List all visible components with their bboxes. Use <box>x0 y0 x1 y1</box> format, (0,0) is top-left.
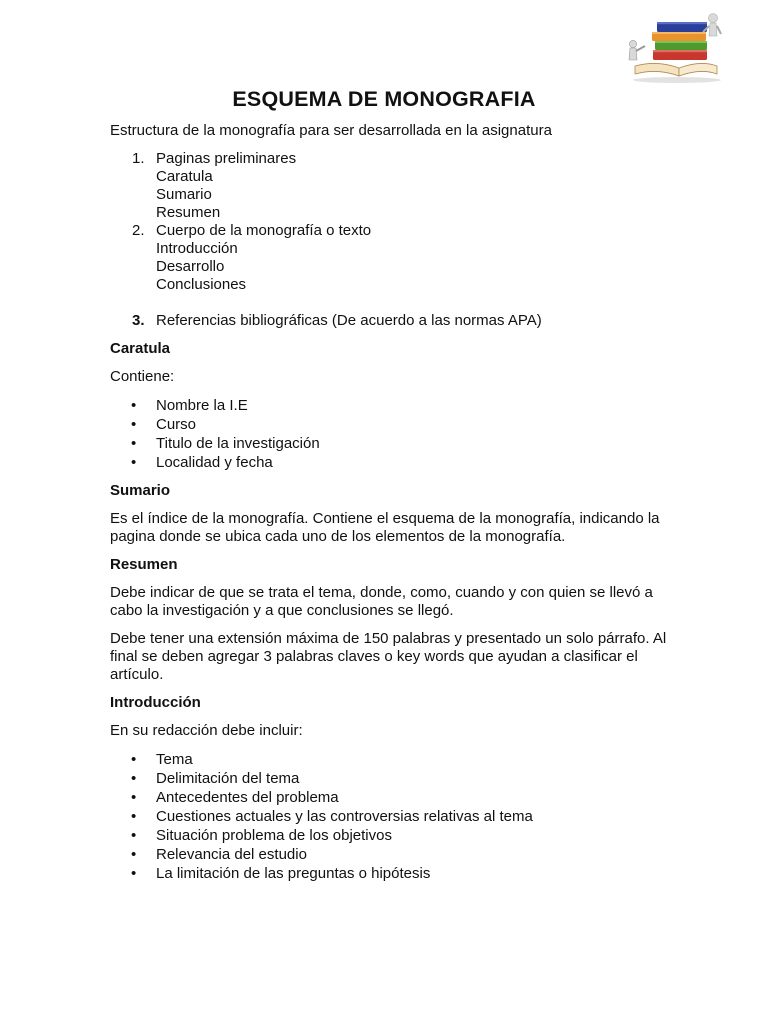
caratula-list <box>110 396 680 472</box>
bullet-icon: • <box>131 397 137 414</box>
bullet-icon: • <box>131 808 137 825</box>
section-heading-sumario: Sumario <box>110 482 171 499</box>
list-item: • Relevancia del estudio <box>131 846 307 863</box>
outline-number: 2. <box>132 222 145 239</box>
bullet-icon: • <box>131 846 137 863</box>
section-heading-caratula: Caratula <box>110 340 171 357</box>
list-item: • Situación problema de los objetivos <box>131 827 392 844</box>
outline-subitem: Introducción <box>156 240 238 257</box>
outline-label: Cuerpo de la monografía o texto <box>156 222 372 239</box>
outline-item <box>110 222 680 294</box>
outline-item <box>110 312 680 330</box>
outline-subitem: Caratula <box>156 168 213 185</box>
bullet-icon: • <box>131 454 137 471</box>
outline-subitem: Conclusiones <box>156 276 247 293</box>
bullet-icon: • <box>131 751 137 768</box>
section-paragraph: Debe indicar de que se trata el tema, donde, como, cuando y con quien se llevó a cabo la investigación y a que conclusiones se llegó. <box>110 584 653 619</box>
outline-item <box>110 150 680 222</box>
section-heading-resumen: Resumen <box>110 556 178 573</box>
outline-label: Paginas preliminares <box>156 150 297 167</box>
outline-number: 1. <box>132 150 145 167</box>
bullet-icon: • <box>131 865 137 882</box>
introduccion-list <box>110 750 680 883</box>
bullet-icon: • <box>131 789 137 806</box>
list-item: • La limitación de las preguntas o hipótesis <box>131 865 431 882</box>
outline-subitem: Sumario <box>156 186 212 203</box>
section-paragraph: Debe tener una extensión máxima de 150 palabras y presentado un solo párrafo. Al final se deben agregar 3 palabras claves o key words que ayudan a clasificar el artículo. <box>110 630 667 683</box>
list-item: • Cuestiones actuales y las controversias relativas al tema <box>131 808 533 825</box>
books-and-figure-icon <box>617 10 735 86</box>
outline-label: Referencias bibliográficas (De acuerdo a las normas APA) <box>156 312 542 329</box>
section-text: Contiene: <box>110 368 175 385</box>
section-text: En su redacción debe incluir: <box>110 722 303 739</box>
outline-list <box>110 150 680 330</box>
bullet-icon: • <box>131 827 137 844</box>
outline-number: 3. <box>132 312 145 329</box>
list-item: • Antecedentes del problema <box>131 789 339 806</box>
books-logo-icon <box>617 10 735 86</box>
page-title: ESQUEMA DE MONOGRAFIA <box>232 87 536 111</box>
list-item: • Localidad y fecha <box>131 454 273 471</box>
intro-text: Estructura de la monografía para ser desarrollada en la asignatura <box>110 122 552 139</box>
list-item: • Tema <box>131 751 193 768</box>
list-item: • Curso <box>131 416 197 433</box>
list-item: • Delimitación del tema <box>131 770 300 787</box>
outline-spacer <box>110 294 680 312</box>
outline-subitem: Resumen <box>156 204 221 221</box>
outline-subitem: Desarrollo <box>156 258 225 275</box>
bullet-icon: • <box>131 770 137 787</box>
list-item: • Nombre la I.E <box>131 397 248 414</box>
bullet-icon: • <box>131 435 137 452</box>
section-text: Es el índice de la monografía. Contiene el esquema de la monografía, indicando la pagina donde se ubica cada uno de los elementos de la monografía. <box>110 510 660 545</box>
list-item: • Titulo de la investigación <box>131 435 320 452</box>
section-heading-introduccion: Introducción <box>110 694 201 711</box>
document-body <box>110 122 680 883</box>
bullet-icon: • <box>131 416 137 433</box>
